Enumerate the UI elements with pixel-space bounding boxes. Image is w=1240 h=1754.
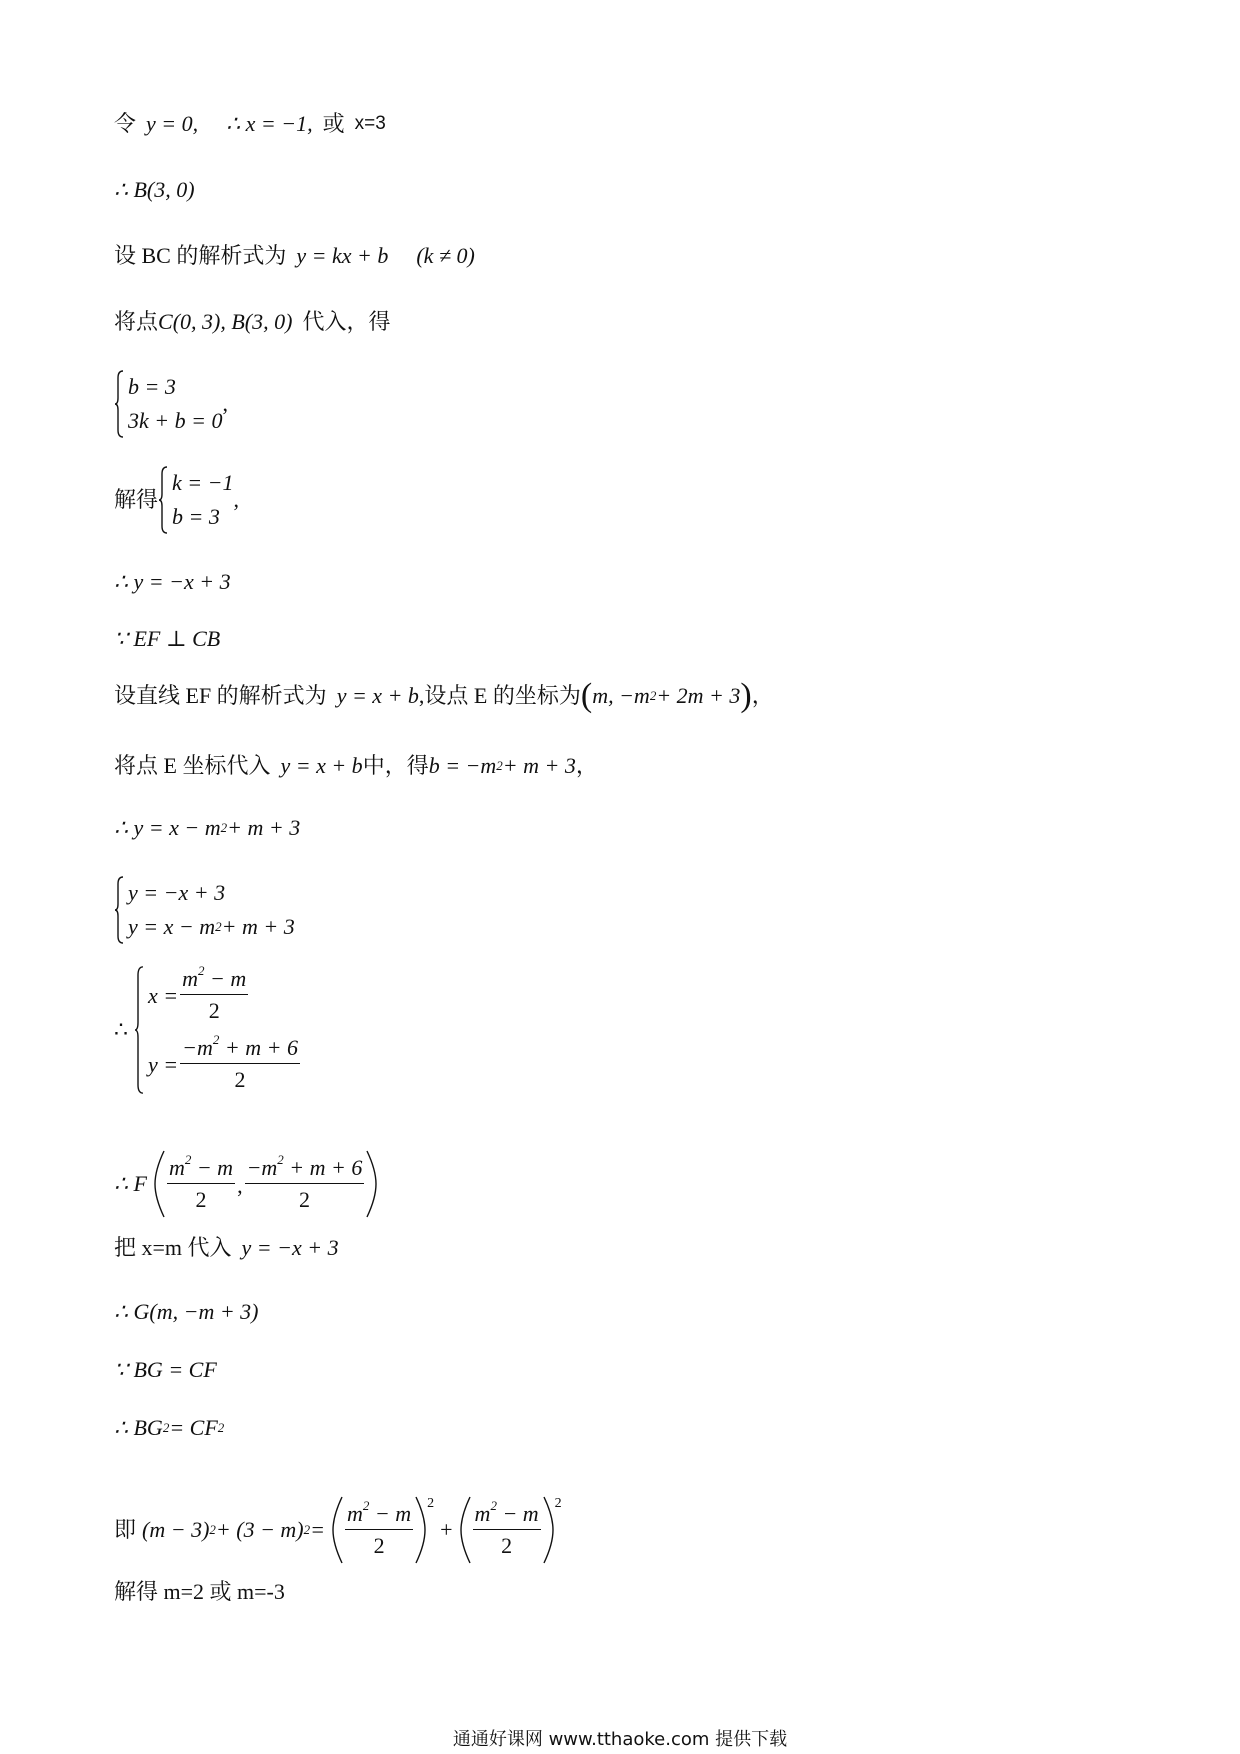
denominator: 2: [180, 1063, 300, 1094]
left-brace: [114, 876, 124, 944]
superscript: 2: [184, 1151, 192, 1167]
equation-row: b = 3: [172, 504, 220, 529]
text: 解得 m=2 或 m=-3: [114, 1579, 285, 1604]
math: − m: [496, 1500, 539, 1526]
math: =: [310, 1517, 325, 1542]
punct: ，: [751, 683, 774, 708]
equation-row: 3k + b = 0: [128, 408, 223, 433]
math: − m: [369, 1500, 412, 1526]
math: y = kx + b: [296, 243, 389, 268]
math: m: [168, 1154, 185, 1180]
math: = CF: [169, 1415, 218, 1440]
text: 将点 E 坐标代入: [114, 753, 271, 778]
math: + 2m + 3: [656, 683, 741, 708]
left-paren: [459, 1496, 471, 1564]
denominator: 2: [345, 1529, 413, 1560]
math: C(0, 3), B(3, 0): [158, 309, 293, 334]
exponent: 2: [554, 1496, 562, 1511]
math: −m: [182, 1035, 213, 1060]
math: m: [474, 1500, 491, 1526]
superscript: 2: [490, 1497, 497, 1513]
text: 中，得: [362, 753, 429, 778]
line-7: [114, 568, 231, 596]
line-5: [114, 370, 228, 438]
line-11: ∴ y = x − m 2 + m + 3: [114, 815, 301, 840]
math: − m: [204, 966, 247, 991]
left-brace: [114, 370, 124, 438]
fraction: [473, 1497, 541, 1560]
math: ∴ F: [114, 1171, 147, 1196]
line-8: [114, 625, 220, 653]
equation-row: y = −x + 3: [128, 880, 226, 905]
equation-system: [158, 466, 233, 534]
line-15: [114, 1234, 339, 1262]
math: −m: [246, 1154, 278, 1180]
punct: ,: [222, 391, 228, 416]
line-1: [114, 110, 386, 138]
denominator: 2: [245, 1183, 365, 1214]
math: b = −m: [428, 753, 497, 778]
math: − m: [191, 1154, 234, 1180]
text: 把 x=m 代入: [114, 1235, 232, 1260]
comma: ,: [237, 1173, 243, 1198]
math: + (3 − m): [215, 1517, 304, 1542]
text: 令: [114, 111, 137, 136]
math: m: [347, 1500, 363, 1526]
math: m, −m: [592, 683, 650, 708]
equation-row: [148, 963, 302, 1025]
math: y = x − m: [128, 914, 216, 939]
line-18: ∴ BG 2 = CF 2: [114, 1415, 225, 1440]
superscript: 2: [362, 1497, 370, 1513]
fraction: [245, 1151, 365, 1214]
equation-row: y = x − m 2 + m + 3: [128, 910, 295, 944]
equation-system: [114, 370, 222, 438]
right-paren: [543, 1496, 555, 1564]
fraction: [180, 1032, 300, 1094]
math: ∵ EF ⊥ CB: [114, 626, 221, 651]
math: ∴ y = x − m: [114, 815, 221, 840]
fraction: [180, 963, 248, 1025]
text: 设 BC 的解析式为: [114, 243, 287, 268]
text: 将点: [114, 309, 159, 334]
math: y = x + b: [280, 753, 363, 778]
text: 即: [114, 1517, 137, 1542]
denominator: 2: [473, 1529, 541, 1560]
line-4: [114, 308, 390, 336]
line-17: [114, 1356, 217, 1384]
math: ∴ x = −1,: [226, 111, 313, 136]
math: ∴ G(m, −m + 3): [114, 1299, 259, 1324]
superscript: 2: [212, 1032, 220, 1047]
text: 代入，得: [302, 309, 391, 334]
plus: +: [440, 1517, 453, 1542]
line-14: [114, 1150, 378, 1218]
punct: ，: [575, 753, 598, 778]
equation-row: k = −1: [172, 470, 234, 495]
equation-system: [114, 876, 295, 944]
math: x =: [148, 982, 179, 1008]
line-9: 设直线 EF 的解析式为 y = x + b ,设点 E 的坐标为 ( m, −m 2 + 2m + 3 ) ，: [114, 677, 774, 714]
text: x=3: [354, 113, 386, 134]
equation-row: [148, 1032, 302, 1094]
page-footer: 通通好课网 www.tthaoke.com 提供下载: [452, 1729, 788, 1750]
math: ∵ BG = CF: [114, 1357, 217, 1382]
fraction: [167, 1151, 235, 1214]
line-2: [114, 176, 195, 204]
math: + m + 3: [502, 753, 576, 778]
math: ∴ y = −x + 3: [114, 569, 231, 594]
denominator: 2: [180, 994, 248, 1025]
math: y =: [148, 1051, 179, 1077]
math: + m + 3: [227, 815, 301, 840]
denominator: 2: [167, 1183, 235, 1214]
math: + m + 6: [283, 1154, 363, 1180]
punct: ,: [233, 487, 239, 512]
math: + m + 3: [221, 914, 295, 939]
right-paren: [366, 1150, 378, 1218]
exponent: 2: [427, 1496, 435, 1511]
text: 或: [322, 111, 345, 136]
left-paren: [331, 1496, 343, 1564]
math: (m − 3): [142, 1517, 210, 1542]
equation-system: [134, 963, 302, 1094]
math: y = x + b: [336, 683, 419, 708]
math: (k ≠ 0): [416, 243, 475, 268]
therefore: ∴: [114, 1017, 128, 1042]
text: 解得: [114, 487, 159, 512]
left-brace: [134, 966, 144, 1094]
line-3: [114, 242, 475, 270]
line-12: [114, 876, 295, 944]
left-paren: [153, 1150, 165, 1218]
line-19: 即 (m − 3) 2 + (3 − m) 2 = $\frac{m^2 - m}{2}$ 2 + $\frac{m^2 - m}{2}$ 2: [114, 1496, 562, 1564]
line-10: 将点 E 坐标代入 y = x + b 中，得 b = −m 2 + m + 3 ，: [114, 753, 598, 778]
superscript: 2: [198, 963, 205, 978]
equation-row: b = 3: [128, 374, 176, 399]
line-20: [114, 1578, 285, 1606]
line-6: [114, 466, 239, 534]
math: y = 0,: [146, 111, 199, 136]
math: ∴ BG: [114, 1415, 163, 1440]
math: m: [182, 966, 199, 991]
text: ,设点 E 的坐标为: [418, 683, 581, 708]
right-paren: [415, 1496, 427, 1564]
math: y = −x + 3: [241, 1235, 339, 1260]
fraction: [345, 1497, 413, 1560]
text: 设直线 EF 的解析式为: [114, 683, 327, 708]
line-13: [114, 963, 302, 1094]
math: + m + 6: [219, 1035, 298, 1060]
line-16: [114, 1298, 259, 1326]
superscript: 2: [277, 1151, 284, 1167]
math: ∴ B(3, 0): [114, 177, 195, 202]
left-brace: [158, 466, 168, 534]
